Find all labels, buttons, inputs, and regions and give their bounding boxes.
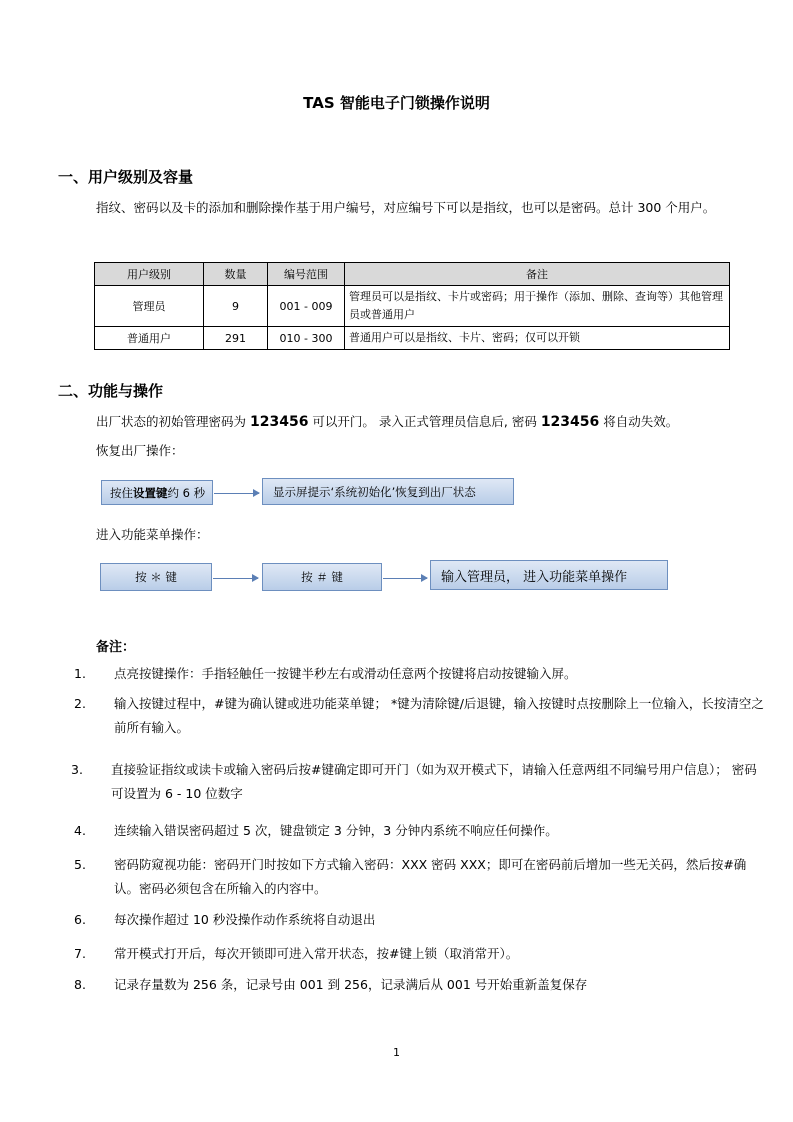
table-cell: 管理员可以是指纹、卡片或密码；用于操作（添加、删除、查询等）其他管理员或普通用户 — [345, 286, 730, 327]
table-cell: 管理员 — [95, 286, 204, 327]
table-cell: 010 - 300 — [268, 327, 345, 350]
note-number: 5. — [74, 857, 86, 872]
note-text: 连续输入错误密码超过 5 次，键盘锁定 3 分钟，3 分钟内系统不响应任何操作。 — [114, 823, 558, 838]
note-number: 8. — [74, 977, 86, 992]
section1-heading: 一、用户级别及容量 — [58, 168, 194, 186]
text-span: 将自动失效。 — [599, 414, 679, 429]
text-span: 可以开门。 录入正式管理员信息后, 密码 — [308, 414, 541, 429]
table-cell: 普通用户可以是指纹、卡片、密码；仅可以开锁 — [345, 327, 730, 350]
text-span: 按住 — [110, 485, 133, 500]
menu-label: 进入功能菜单操作： — [96, 527, 209, 542]
default-password: 123456 — [540, 414, 600, 430]
initial-password-line — [96, 410, 746, 434]
default-password: 123456 — [249, 414, 309, 430]
table-cell: 001 - 009 — [268, 286, 345, 327]
page-number: 1 — [393, 1046, 400, 1059]
note-item — [71, 758, 761, 806]
reset-label: 恢复出厂操作： — [96, 443, 184, 458]
flow-box-hold-set-key — [101, 480, 213, 505]
note-number: 4. — [74, 823, 86, 838]
flow-box-star-key: 按 ＊ 键 — [100, 563, 212, 591]
table-cell: 9 — [204, 286, 268, 327]
note-item — [74, 692, 764, 740]
note-text: 记录存量数为 256 条，记录号由 001 到 256，记录满后从 001 号开始重新盖复保存 — [114, 977, 588, 992]
note-item — [74, 973, 764, 997]
flow-box-factory-reset: 显示屏提示‘系统初始化’恢复到出厂状态 — [262, 478, 514, 505]
table-header: 数量 — [204, 263, 268, 286]
text-span: 约 6 秒 — [167, 485, 206, 500]
flow-box-hash-key: 按 ＃ 键 — [262, 563, 382, 591]
table-row — [95, 286, 730, 327]
note-text: 输入按键过程中，#键为确认键或进功能菜单键； *键为清除键/后退键，输入按键时点按删除上一位输入，长按清空之前所有输入。 — [114, 696, 764, 735]
note-item — [74, 942, 764, 966]
note-item — [74, 853, 764, 901]
arrow-icon — [213, 578, 258, 579]
text-span: 出厂状态的初始管理密码为 — [96, 414, 250, 429]
note-text: 密码防窥视功能：密码开门时按如下方式输入密码：XXX 密码 XXX；即可在密码前后增加一些无关码，然后按#确认。密码必须包含在所输入的内容中。 — [114, 857, 747, 896]
note-text: 常开模式打开后，每次开锁即可进入常开状态，按#键上锁（取消常开）。 — [114, 946, 519, 961]
section2-heading: 二、功能与操作 — [58, 382, 164, 400]
document-title: TAS 智能电子门锁操作说明 — [303, 94, 490, 112]
note-text: 直接验证指纹或读卡或输入密码后按#键确定即可开门（如为双开模式下，请输入任意两组不同编号用户信息）； 密码可设置为 6 - 10 位数字 — [111, 762, 757, 801]
arrow-icon — [383, 578, 427, 579]
table-header-row — [95, 263, 730, 286]
note-text: 点亮按键操作：手指轻触任一按键半秒左右或滑动任意两个按键将启动按键输入屏。 — [114, 666, 577, 681]
note-number: 2. — [74, 696, 86, 711]
table-header: 编号范围 — [268, 263, 345, 286]
section1-intro: 指纹、密码以及卡的添加和删除操作基于用户编号，对应编号下可以是指纹，也可以是密码。总计 300 个用户。 — [96, 200, 716, 215]
note-number: 7. — [74, 946, 86, 961]
table-header: 备注 — [345, 263, 730, 286]
note-number: 1. — [74, 666, 86, 681]
note-item — [74, 662, 764, 686]
table-cell: 291 — [204, 327, 268, 350]
note-number: 3. — [71, 762, 83, 777]
note-item — [74, 908, 764, 932]
table-header: 用户级别 — [95, 263, 204, 286]
set-key-label: 设置键 — [133, 485, 168, 500]
note-number: 6. — [74, 912, 86, 927]
arrow-icon — [214, 493, 259, 494]
table-cell: 普通用户 — [95, 327, 204, 350]
note-text: 每次操作超过 10 秒没操作动作系统将自动退出 — [114, 912, 376, 927]
table-row — [95, 327, 730, 350]
flow-box-enter-admin: 输入管理员， 进入功能菜单操作 — [430, 560, 668, 590]
notes-heading: 备注： — [96, 640, 136, 655]
note-item — [74, 819, 764, 843]
user-level-table — [94, 262, 730, 350]
